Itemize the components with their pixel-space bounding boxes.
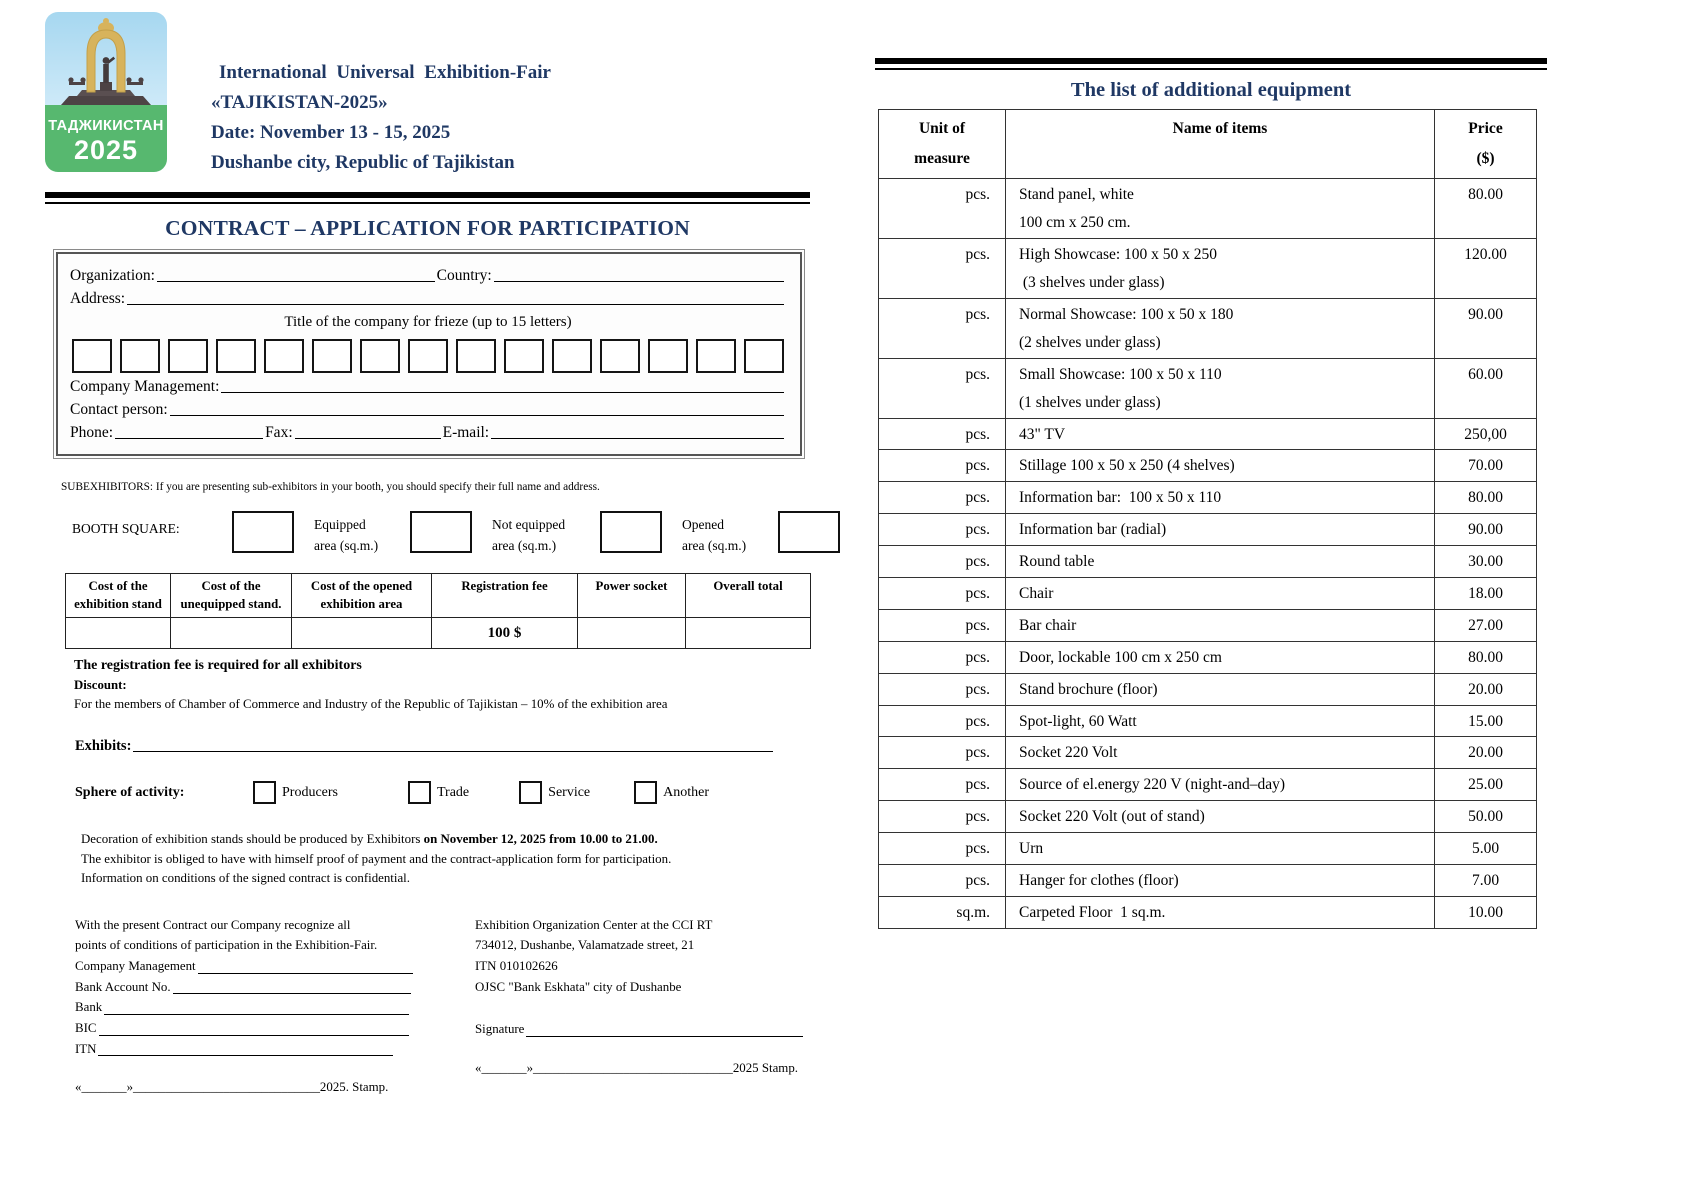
booth-area-box[interactable] xyxy=(778,511,840,553)
equipment-row xyxy=(879,673,1537,705)
sphere-option-label: Producers xyxy=(282,784,338,800)
equipment-price: 250,00 xyxy=(1435,418,1537,450)
signing-left-line1: With the present Contract our Company recognize all xyxy=(75,917,351,932)
equipment-row xyxy=(879,705,1537,737)
equipment-row xyxy=(879,833,1537,865)
email-label: E-mail: xyxy=(442,424,490,442)
address-field[interactable] xyxy=(127,302,784,305)
registration-note: The registration fee is required for all exhibitors xyxy=(74,658,362,673)
cost-data-row xyxy=(66,618,811,649)
decoration-paragraph xyxy=(81,830,781,889)
equipment-price: 5.00 xyxy=(1435,833,1537,865)
organizer-line2: 734012, Dushanbe, Valamatzade street, 21 xyxy=(475,938,695,953)
phone-field[interactable] xyxy=(115,436,263,439)
equipment-unit: pcs. xyxy=(879,514,1006,546)
logo-country-text: ТАДЖИКИСТАН xyxy=(48,118,164,134)
cost-table xyxy=(65,573,811,649)
left-stamp-line: «_______»_____________________________2025. Stamp. xyxy=(75,1080,389,1095)
equipment-price: 90.00 xyxy=(1435,514,1537,546)
organization-label: Organization: xyxy=(70,267,155,285)
sg-company-management-label: Company Management xyxy=(75,959,196,974)
frieze-letter-box[interactable] xyxy=(600,339,640,373)
cost-column-header: Registration fee xyxy=(432,573,578,617)
header xyxy=(45,12,810,178)
frieze-letter-box[interactable] xyxy=(216,339,256,373)
equipment-price: 80.00 xyxy=(1435,179,1537,239)
equipment-row xyxy=(879,358,1537,418)
equipment-row xyxy=(879,450,1537,482)
equipment-name: Information bar: 100 x 50 x 110 xyxy=(1006,482,1435,514)
equipment-name: Normal Showcase: 100 x 50 x 180 (2 shelves under glass) xyxy=(1006,299,1435,359)
sphere-option-label: Trade xyxy=(437,784,470,800)
equipment-row xyxy=(879,179,1537,239)
equipment-name: Socket 220 Volt xyxy=(1006,737,1435,769)
equipment-price: 60.00 xyxy=(1435,358,1537,418)
equipment-table xyxy=(878,109,1537,929)
frieze-letter-box[interactable] xyxy=(72,339,112,373)
equipment-unit: pcs. xyxy=(879,450,1006,482)
booth-area-label: Equipped area (sq.m.) xyxy=(314,517,379,553)
sphere-option xyxy=(634,781,709,804)
header-divider xyxy=(45,192,810,204)
frieze-letter-box[interactable] xyxy=(120,339,160,373)
sg-company-management-field[interactable] xyxy=(198,971,413,974)
frieze-letter-box[interactable] xyxy=(696,339,736,373)
booth-square-label: BOOTH SQUARE: xyxy=(72,521,180,537)
sphere-option xyxy=(408,781,469,804)
equipment-row xyxy=(879,641,1537,673)
equipment-name: Information bar (radial) xyxy=(1006,514,1435,546)
equipment-price: 15.00 xyxy=(1435,705,1537,737)
equipment-name: Source of el.energy 220 V (night-and–day) xyxy=(1006,769,1435,801)
country-label: Country: xyxy=(436,267,492,285)
unit-of-measure-header: Unit of measure xyxy=(879,110,1006,179)
booth-options xyxy=(200,511,840,557)
frieze-letter-box[interactable] xyxy=(744,339,784,373)
equipment-price: 70.00 xyxy=(1435,450,1537,482)
equipment-unit: pcs. xyxy=(879,179,1006,239)
header-line-3: Date: November 13 - 15, 2025 xyxy=(211,122,451,144)
equipment-price: 7.00 xyxy=(1435,865,1537,897)
equipment-unit: pcs. xyxy=(879,239,1006,299)
sphere-option-label: Service xyxy=(548,784,591,800)
equipment-name: Hanger for clothes (floor) xyxy=(1006,865,1435,897)
equipment-price: 120.00 xyxy=(1435,239,1537,299)
booth-square-row xyxy=(72,511,810,557)
equipment-unit: pcs. xyxy=(879,737,1006,769)
cost-cell xyxy=(686,618,811,649)
signing-left-line2: points of conditions of participation in the Exhibition-Fair. xyxy=(75,938,378,953)
equipment-unit: pcs. xyxy=(879,299,1006,359)
address-label: Address: xyxy=(70,290,126,308)
equipment-row xyxy=(879,769,1537,801)
equipment-name: Stillage 100 x 50 x 250 (4 shelves) xyxy=(1006,450,1435,482)
logo-year-text: 2025 xyxy=(73,135,139,165)
phone-label: Phone: xyxy=(70,424,114,442)
equipment-list-page xyxy=(875,58,1547,929)
equipment-row xyxy=(879,239,1537,299)
sphere-of-activity-row xyxy=(75,781,810,804)
booth-area-box[interactable] xyxy=(232,511,294,553)
decoration-line2: The exhibitor is obliged to have with himself proof of payment and the contract-application form for participation. xyxy=(81,851,672,866)
discount-label: Discount: xyxy=(74,678,127,692)
equipment-header-row xyxy=(879,110,1537,179)
frieze-letter-box[interactable] xyxy=(648,339,688,373)
equipment-list-title: The list of additional equipment xyxy=(1070,79,1352,101)
equipment-price: 30.00 xyxy=(1435,546,1537,578)
contract-title: CONTRACT – APPLICATION FOR PARTICIPATION xyxy=(165,216,690,241)
header-text xyxy=(211,12,551,178)
registration-fee-value: 100 $ xyxy=(432,618,578,649)
equipment-unit: pcs. xyxy=(879,358,1006,418)
sphere-checkbox[interactable] xyxy=(519,781,542,804)
frieze-letter-box[interactable] xyxy=(168,339,208,373)
signature-field[interactable] xyxy=(526,1034,803,1037)
equipment-name: Spot-light, 60 Watt xyxy=(1006,705,1435,737)
frieze-letter-box[interactable] xyxy=(408,339,448,373)
equipment-price: 20.00 xyxy=(1435,673,1537,705)
equipment-row xyxy=(879,418,1537,450)
signing-right-column xyxy=(475,915,805,1098)
cost-cell xyxy=(578,618,686,649)
cost-cell xyxy=(66,618,171,649)
frieze-letter-box[interactable] xyxy=(360,339,400,373)
cost-column-header: Cost of the exhibition stand xyxy=(66,573,171,617)
equipment-name: Door, lockable 100 cm x 250 cm xyxy=(1006,641,1435,673)
sg-itn-label: ITN xyxy=(75,1041,97,1056)
frieze-boxes xyxy=(72,339,784,373)
exhibits-label: Exhibits: xyxy=(75,738,132,754)
equipment-price: 90.00 xyxy=(1435,299,1537,359)
equipment-unit: sq.m. xyxy=(879,896,1006,928)
equipment-unit: pcs. xyxy=(879,833,1006,865)
sphere-label: Sphere of activity: xyxy=(75,784,185,800)
sg-bank-label: Bank xyxy=(75,1000,103,1015)
equipment-price: 80.00 xyxy=(1435,482,1537,514)
equipment-page-divider xyxy=(875,58,1547,70)
equipment-unit: pcs. xyxy=(879,705,1006,737)
sphere-checkbox[interactable] xyxy=(634,781,657,804)
equipment-name: Stand brochure (floor) xyxy=(1006,673,1435,705)
equipment-row xyxy=(879,578,1537,610)
cost-cell xyxy=(292,618,432,649)
exhibits-field[interactable] xyxy=(133,749,773,752)
equipment-unit: pcs. xyxy=(879,578,1006,610)
equipment-unit: pcs. xyxy=(879,482,1006,514)
sg-bank-account-label: Bank Account No. xyxy=(75,979,171,994)
sg-bank-field[interactable] xyxy=(104,1012,409,1015)
equipment-name: Small Showcase: 100 x 50 x 110 (1 shelves under glass) xyxy=(1006,358,1435,418)
equipment-name: Round table xyxy=(1006,546,1435,578)
right-stamp-line: «_______»_______________________________2025 Stamp. xyxy=(475,1061,798,1076)
equipment-unit: pcs. xyxy=(879,801,1006,833)
equipment-row xyxy=(879,865,1537,897)
organizer-line4: OJSC "Bank Eskhata" city of Dushanbe xyxy=(475,979,682,994)
booth-area-box[interactable] xyxy=(600,511,662,553)
tajikistan-2025-logo xyxy=(45,12,167,172)
equipment-row xyxy=(879,737,1537,769)
equipment-price: 25.00 xyxy=(1435,769,1537,801)
signature-label: Signature xyxy=(475,1022,525,1037)
organization-field[interactable] xyxy=(157,279,435,282)
company-management-field[interactable] xyxy=(221,390,784,393)
equipment-price: 27.00 xyxy=(1435,609,1537,641)
sphere-option xyxy=(519,781,590,804)
equipment-price: 80.00 xyxy=(1435,641,1537,673)
cost-column-header: Power socket xyxy=(578,573,686,617)
equipment-row xyxy=(879,896,1537,928)
frieze-title: Title of the company for frieze (up to 15 letters) xyxy=(284,314,572,331)
equipment-name: Carpeted Floor 1 sq.m. xyxy=(1006,896,1435,928)
sphere-option-label: Another xyxy=(663,784,710,800)
booth-area-box[interactable] xyxy=(410,511,472,553)
equipment-body xyxy=(879,179,1537,928)
sphere-option xyxy=(253,781,338,804)
header-line-4: Dushanbe city, Republic of Tajikistan xyxy=(211,152,515,174)
equipment-name: Bar chair xyxy=(1006,609,1435,641)
equipment-name: Socket 220 Volt (out of stand) xyxy=(1006,801,1435,833)
equipment-price: 18.00 xyxy=(1435,578,1537,610)
equipment-price: 10.00 xyxy=(1435,896,1537,928)
organizer-line1: Exhibition Organization Center at the CCI RT xyxy=(475,917,713,932)
subexhibitors-note: SUBEXHIBITORS: If you are presenting sub-exhibitors in your booth, you should specify their full name and address. xyxy=(61,481,600,494)
equipment-row xyxy=(879,609,1537,641)
booth-area-label: Not equipped area (sq.m.) xyxy=(492,517,566,553)
equipment-row xyxy=(879,482,1537,514)
cost-cell xyxy=(171,618,292,649)
fax-label: Fax: xyxy=(265,424,293,442)
discount-text: For the members of Chamber of Commerce and Industry of the Republic of Tajikistan – 10% of the exhibition area xyxy=(74,697,668,711)
sg-itn-field[interactable] xyxy=(98,1053,393,1056)
sg-bic-label: BIC xyxy=(75,1021,97,1036)
contact-person-label: Contact person: xyxy=(70,401,168,419)
frieze-letter-box[interactable] xyxy=(552,339,592,373)
fax-field[interactable] xyxy=(295,436,441,439)
country-field[interactable] xyxy=(494,279,784,282)
price-header: Price ($) xyxy=(1435,110,1537,179)
decoration-line3: Information on conditions of the signed contract is confidential. xyxy=(81,871,410,886)
header-line-1: International Universal Exhibition-Fair xyxy=(219,62,551,83)
sphere-checkbox[interactable] xyxy=(253,781,276,804)
cost-column-header: Cost of the unequipped stand. xyxy=(171,573,292,617)
organizer-line3: ITN 010102626 xyxy=(475,959,558,974)
contract-application-page xyxy=(45,12,810,1098)
name-of-items-header: Name of items xyxy=(1006,110,1435,179)
equipment-price: 50.00 xyxy=(1435,801,1537,833)
equipment-unit: pcs. xyxy=(879,609,1006,641)
equipment-row xyxy=(879,546,1537,578)
signing-left-column xyxy=(75,915,435,1098)
equipment-unit: pcs. xyxy=(879,641,1006,673)
equipment-unit: pcs. xyxy=(879,769,1006,801)
email-field[interactable] xyxy=(491,436,784,439)
sg-bic-field[interactable] xyxy=(99,1033,409,1036)
equipment-name: Urn xyxy=(1006,833,1435,865)
signing-section xyxy=(75,915,810,1098)
header-line-2: «TAJIKISTAN-2025» xyxy=(211,92,388,114)
decoration-line1-bold: on November 12, 2025 from 10.00 to 21.00. xyxy=(423,832,658,846)
cost-column-header: Overall total xyxy=(686,573,811,617)
equipment-price: 20.00 xyxy=(1435,737,1537,769)
company-management-label: Company Management: xyxy=(70,378,220,396)
equipment-row xyxy=(879,299,1537,359)
cost-column-header: Cost of the opened exhibition area xyxy=(292,573,432,617)
equipment-unit: pcs. xyxy=(879,546,1006,578)
equipment-name: 43" TV xyxy=(1006,418,1435,450)
frieze-letter-box[interactable] xyxy=(312,339,352,373)
equipment-unit: pcs. xyxy=(879,865,1006,897)
equipment-unit: pcs. xyxy=(879,418,1006,450)
contact-person-field[interactable] xyxy=(170,413,784,416)
equipment-name: Stand panel, white 100 cm x 250 cm. xyxy=(1006,179,1435,239)
frieze-letter-box[interactable] xyxy=(456,339,496,373)
equipment-name: Chair xyxy=(1006,578,1435,610)
sg-bank-account-field[interactable] xyxy=(173,991,411,994)
frieze-letter-box[interactable] xyxy=(264,339,304,373)
equipment-row xyxy=(879,801,1537,833)
equipment-unit: pcs. xyxy=(879,673,1006,705)
booth-area-label: Opened area (sq.m.) xyxy=(682,517,747,553)
application-form-box xyxy=(53,249,805,459)
sphere-checkbox[interactable] xyxy=(408,781,431,804)
equipment-name: High Showcase: 100 x 50 x 250 (3 shelves under glass) xyxy=(1006,239,1435,299)
cost-header-row xyxy=(66,573,811,617)
frieze-letter-box[interactable] xyxy=(504,339,544,373)
decoration-line1: Decoration of exhibition stands should be produced by Exhibitors xyxy=(81,832,424,846)
equipment-row xyxy=(879,514,1537,546)
sphere-options xyxy=(243,781,709,804)
